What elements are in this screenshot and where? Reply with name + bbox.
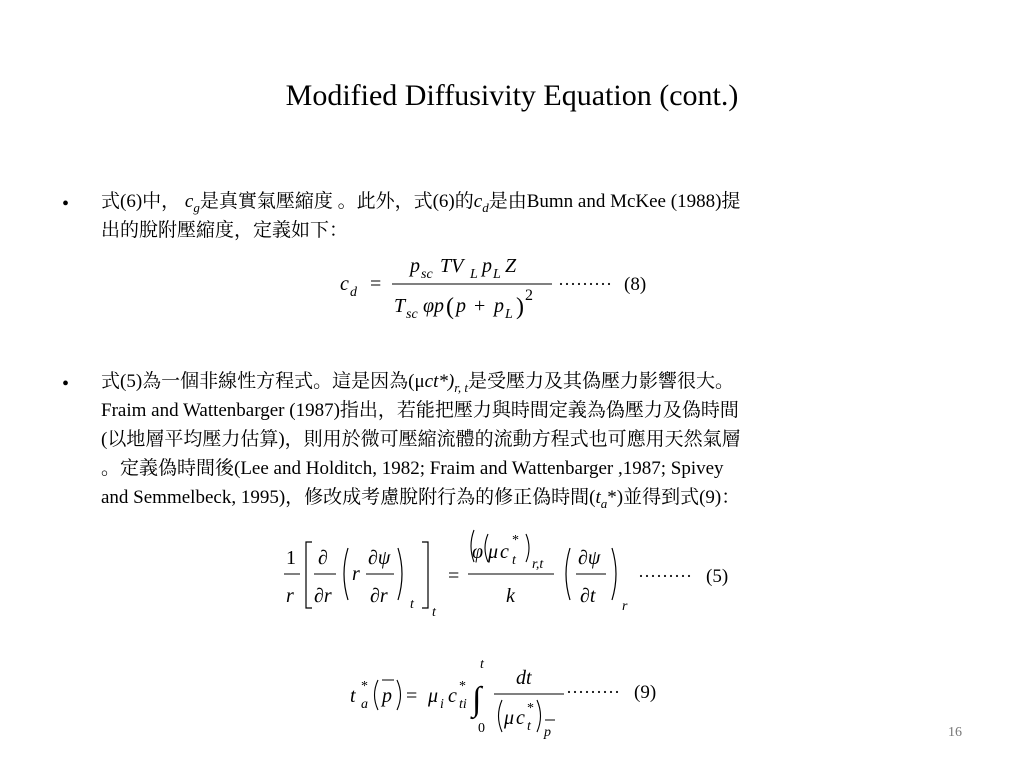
eq9-int-upper: t — [480, 657, 484, 672]
bullet-2-text-5a: and Semmelbeck, 1995)，修改成考慮脫附行為的修正偽時間( — [101, 487, 596, 508]
bullet-1-line-1 — [101, 189, 740, 216]
eq8-num-Z: Z — [505, 255, 517, 277]
eq9-den-c-sub: t — [527, 719, 531, 734]
eq5-k: k — [506, 585, 515, 607]
equation-9 — [344, 650, 684, 752]
eq9-den-rparen — [537, 700, 541, 732]
eq5-partial-num: ∂ — [318, 547, 328, 569]
eq9-c: c — [448, 685, 457, 707]
eq9-den-lparen — [499, 700, 503, 732]
eq5-dpsi: ∂ψ — [368, 547, 391, 569]
bullet-2-line-1 — [101, 369, 734, 396]
eq5-sub-t2: t — [432, 605, 436, 620]
eq5-left-bracket — [306, 542, 312, 608]
eq5-sub-t1: t — [410, 597, 414, 612]
eq8-den-T: T — [394, 295, 406, 317]
eq5-dots: ········· — [638, 566, 692, 586]
bullet-2-ta-sub: a — [600, 496, 608, 511]
bullet-1-line-2: 出的脫附壓縮度，定義如下： — [101, 220, 349, 241]
eq9-mu-sub: i — [440, 697, 444, 712]
eq8-lhs: c — [340, 273, 349, 295]
var-cd: c — [473, 191, 483, 212]
bullet-1-text-c: 是由Bumn and McKee (1988)提 — [488, 191, 741, 212]
eq9-dt: dt — [516, 667, 532, 689]
eq8-num-TV: TV — [440, 255, 464, 277]
bullet-2-text-a: 式(5)為一個非線性方程式。這是因為( — [101, 371, 415, 392]
eq8-den-L: L — [505, 307, 513, 322]
bullet-2-ct-sub: r, t — [454, 380, 468, 395]
eq8-lhs-sub: d — [350, 285, 357, 300]
eq9-number: (9) — [634, 682, 657, 703]
eq5-c: c — [500, 541, 509, 563]
eq9-den-p: p — [544, 725, 551, 740]
eq9-dots: ········· — [566, 682, 620, 702]
eq5-c-sub: t — [512, 553, 516, 568]
eq8-num-p2: p — [482, 255, 492, 277]
eq9-den-c-sup: * — [527, 701, 534, 716]
eq5-dpsi2: ∂ψ — [578, 547, 601, 569]
eq5-num-rparen — [526, 534, 529, 562]
eq5-sub-r: r — [622, 599, 628, 614]
eq8-den-phi: φ — [423, 295, 435, 317]
bullet-1-text-a: 式(6)中， — [101, 191, 181, 212]
slide-title: Modified Diffusivity Equation (cont.) — [285, 79, 739, 112]
equation-5 — [276, 524, 756, 630]
eq8-num-p: p — [410, 255, 420, 277]
var-cg: c — [184, 191, 194, 212]
eq9-c-sup: * — [459, 679, 466, 694]
eq5-c-sup: * — [512, 533, 519, 548]
eq8-num-L1: L — [470, 267, 478, 282]
eq8-dots: ········· — [558, 274, 612, 294]
eq5-phi: φ — [472, 541, 484, 563]
eq5-right-bracket — [422, 542, 428, 608]
bullet-2-line-5 — [101, 485, 740, 512]
eq5-r-den: r — [286, 585, 294, 607]
eq8-num-L2: L — [493, 267, 501, 282]
eq5-number: (5) — [706, 566, 729, 587]
eq5-r-mid: r — [352, 563, 360, 585]
bullet-2-line-3: (以地層平均壓力估算)，則用於微可壓縮流體的流動方程式也可應用天然氣層 — [101, 429, 741, 450]
eq9-equals: = — [406, 685, 418, 707]
bullet-2-text-b: 是受壓力及其偽壓力影響很大。 — [467, 371, 734, 392]
eq8-number: (8) — [624, 274, 647, 295]
eq9-c-sub: ti — [459, 697, 467, 712]
bullet-2-mark: • — [62, 373, 70, 395]
bullet-2-text-5b: *)並得到式(9)： — [607, 487, 741, 508]
eq5-mu: μ — [488, 541, 499, 563]
equation-8 — [330, 252, 670, 338]
bullet-2-ta: t — [595, 487, 601, 508]
eq8-den-p3: p — [494, 295, 504, 317]
eq8-den-exp: 2 — [525, 287, 533, 304]
eq8-equals: = — [370, 273, 382, 295]
bullet-2-ct: ct*) — [424, 371, 455, 392]
eq5-equals: = — [448, 565, 460, 587]
eq9-int-lower: 0 — [478, 721, 485, 736]
eq9-lparen — [375, 680, 379, 710]
eq9-t-sup: * — [361, 679, 368, 694]
eq8-num-p-sub: sc — [421, 267, 433, 282]
eq5-rparen-right — [612, 548, 616, 600]
bullet-1-text-b: 是真實氣壓縮度 。此外，式(6)的 — [199, 191, 474, 212]
page-number: 16 — [948, 725, 962, 740]
eq9-den-mu: μ — [504, 707, 515, 729]
eq9-integral: ∫ — [472, 681, 482, 718]
eq8-den-lparen: ( — [446, 294, 454, 320]
var-cg-sub: g — [193, 200, 200, 215]
eq9-mu: μ — [428, 685, 439, 707]
eq8-den-rparen: ) — [516, 294, 524, 320]
eq9-t-sub: a — [361, 697, 368, 712]
eq5-rparen-inner — [398, 548, 402, 600]
eq8-den-p: p — [434, 295, 444, 317]
eq9-rparen — [397, 680, 401, 710]
eq8-den-T-sub: sc — [406, 307, 418, 322]
bullet-2-line-4: 。定義偽時間後(Lee and Holditch, 1982; Fraim and Wattenbarger ,1987; Spivey — [101, 458, 724, 479]
eq5-one: 1 — [286, 547, 296, 569]
eq5-dt: ∂t — [580, 585, 596, 607]
eq5-rt-sub: r,t — [532, 557, 544, 572]
eq5-lparen-inner — [344, 548, 348, 600]
eq8-den-plus: + — [474, 295, 486, 317]
var-cd-sub: d — [482, 200, 489, 215]
eq8-den-p2: p — [456, 295, 466, 317]
eq5-lparen-right — [566, 548, 570, 600]
eq5-partial-r: ∂r — [314, 585, 332, 607]
bullet-1-mark: • — [62, 193, 70, 215]
bullet-2-line-2: Fraim and Wattenbarger (1987)指出，若能把壓力與時間定義為偽壓力及偽時間 — [101, 400, 739, 421]
eq9-t: t — [350, 685, 356, 707]
bullet-2-mu: μ — [414, 371, 425, 392]
eq9-p-bar-value: p — [382, 685, 392, 707]
eq9-den-c: c — [516, 707, 525, 729]
eq5-dr: ∂r — [370, 585, 388, 607]
